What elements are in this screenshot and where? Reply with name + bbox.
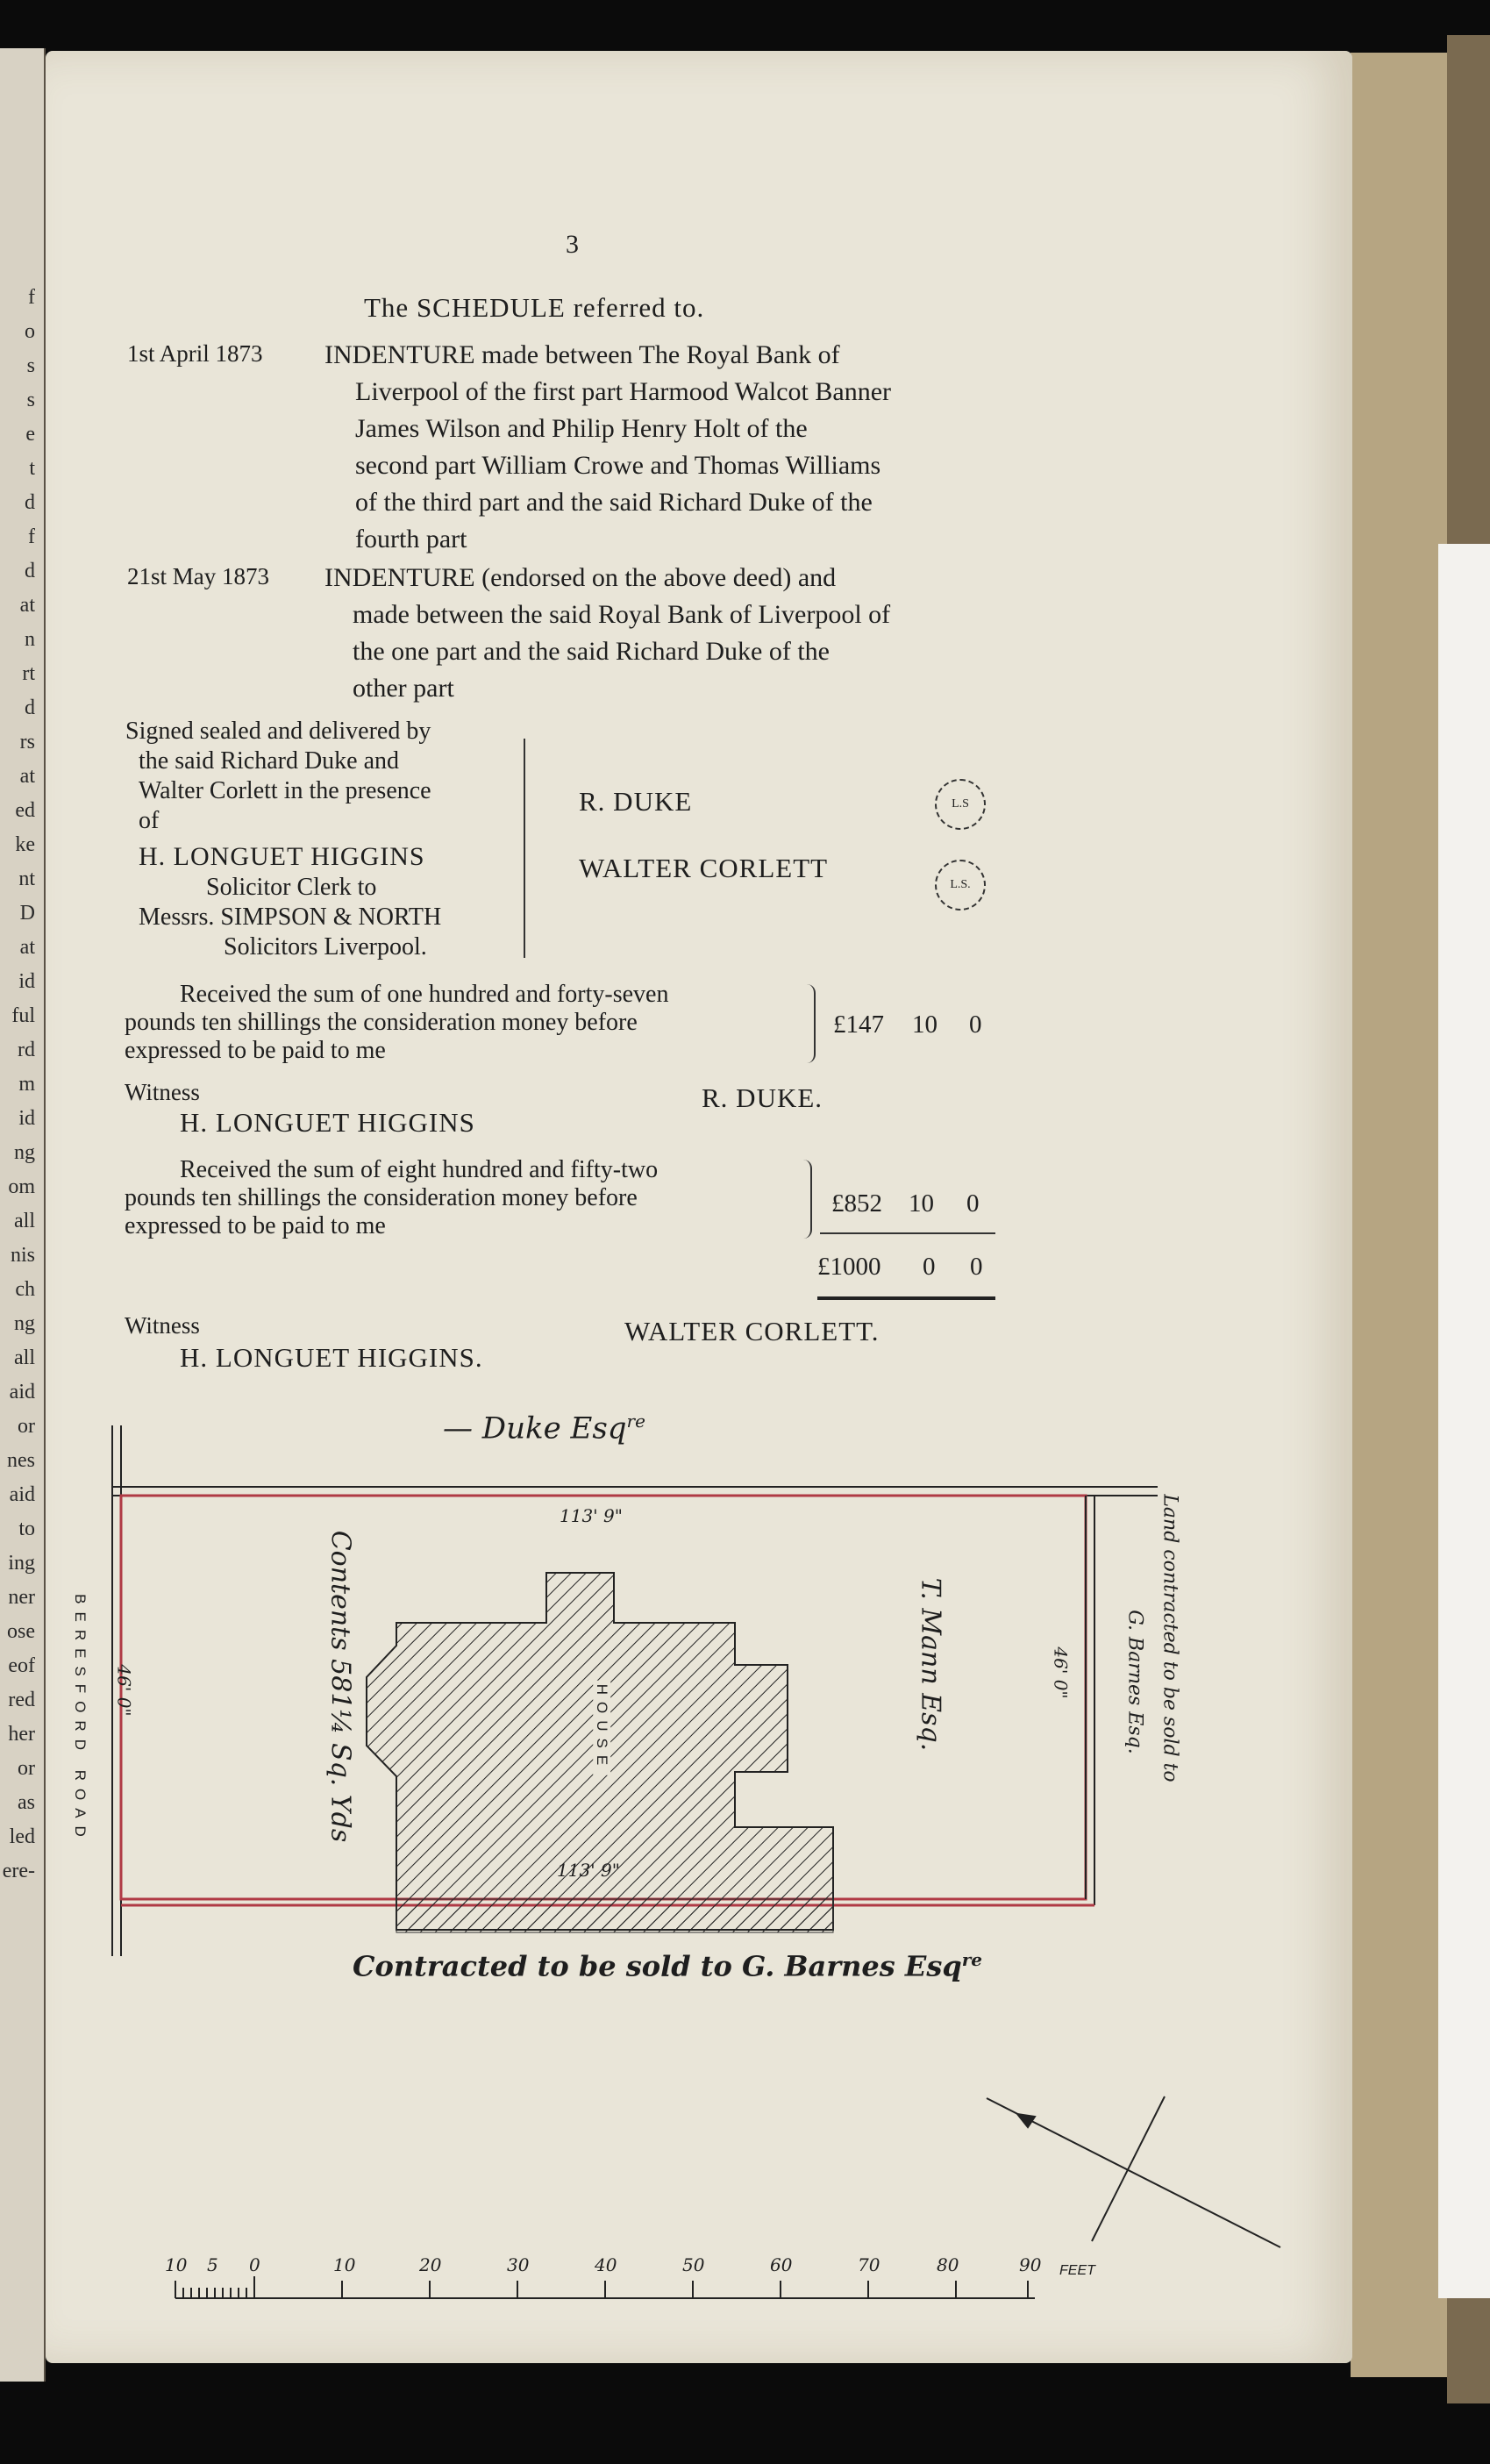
left-page-fragment: id [18,1107,35,1130]
scale-label: 60 [770,2254,793,2275]
left-page-fragment: eof [8,1654,35,1677]
left-page-fragment: at [19,936,35,959]
scale-label: 80 [937,2254,959,2275]
witness-name: H. LONGUET HIGGINS. [180,1342,483,1373]
signatory-corlett: WALTER CORLETT [579,853,829,883]
witness-name: H. LONGUET HIGGINS [139,842,425,871]
left-page-fragment: ere- [2,1860,35,1882]
entry-line: second part William Crowe and Thomas Williams [355,451,881,480]
left-page-fragment: ing [8,1552,35,1575]
signatory-duke: R. DUKE [579,786,693,817]
entry-line: of the third part and the said Richard Duke of the [355,488,873,517]
left-page-fragment: d [25,696,35,719]
scale-label: 30 [507,2254,530,2275]
left-page-fragment: f [28,525,35,548]
left-page-fragment: rd [18,1039,35,1061]
entry-line: James Wilson and Philip Henry Holt of the [355,414,808,443]
left-page-fragment: aid [9,1381,35,1403]
left-page-fragment: d [25,560,35,582]
witness-label: Witness [125,1079,200,1105]
left-page-fragment: ed [15,799,35,822]
entry-line: other part [353,674,454,703]
scale-bar [175,2276,1035,2298]
house-label: HOUSE [593,1681,610,1775]
scale-label: 5 [207,2254,218,2275]
left-page-fragment: to [18,1518,35,1540]
receipt-line: expressed to be paid to me [125,1037,386,1064]
schedule-title: The SCHEDULE referred to. [364,292,705,323]
left-page-fragment: her [8,1723,35,1746]
left-page-fragment: red [8,1689,35,1711]
amount-pence: 0 [966,1189,980,1218]
signatory-duke: R. DUKE. [702,1082,823,1113]
left-page-fragment: rt [22,662,35,685]
left-page-fragment: ng [14,1141,35,1164]
total-pounds: £1000 [817,1253,881,1281]
right-land-label-2: G. Barnes Esq. [1123,1610,1146,1754]
left-page-fragment: s [26,389,35,411]
plan-right-dimension: 46' 0" [1050,1646,1072,1699]
road-label: BERESFORD ROAD [71,1594,89,1845]
left-page-fragment: ful [11,1004,35,1027]
left-page-fragment: ch [15,1278,35,1301]
right-land-label: Land contracted to be sold to [1158,1494,1181,1782]
amount-pounds: £852 [831,1189,882,1218]
entry-date: 1st April 1873 [127,340,263,367]
left-page-fragment: aid [9,1483,35,1506]
left-page-fragment: m [18,1073,35,1096]
scale-label: 10 [165,2254,188,2275]
entry-line: Liverpool of the first part Harmood Walcot Banner [355,377,892,406]
amount-pence: 0 [969,1011,982,1039]
seal-ls: L.S. [935,860,986,911]
right-owner-label: T. Mann Esq. [915,1577,946,1752]
scale-label: 40 [595,2254,617,2275]
receipt-line: pounds ten shillings the consideration money before [125,1009,638,1036]
north-arrow [987,2096,1280,2247]
left-page-fragment: ner [8,1586,35,1609]
attestation-line: Solicitor Clerk to [206,874,377,901]
attestation-line: Solicitors Liverpool. [224,933,427,961]
left-page-fragment: o [25,320,35,343]
left-page-fragment: all [14,1210,35,1232]
left-page-fragment: id [18,970,35,993]
plan-top-owner: — Duke Esq$^{re}$ [443,1411,645,1446]
left-page-fragment: nis [10,1244,35,1267]
amount-shillings: 10 [909,1189,934,1218]
bottom-caption: Contracted to be sold to G. Barnes Esq$^{re}$ [353,1949,982,1983]
witness-label: Witness [125,1312,200,1339]
attestation-line: Messrs. SIMPSON & NORTH [139,903,442,931]
contents-label: Contents 581¼ Sq. Yds [324,1530,356,1843]
receipt-line: Received the sum of eight hundred and fifty-two [180,1156,659,1183]
left-page-fragment: as [18,1791,35,1814]
scale-label: 0 [249,2254,260,2275]
seal-ls: L.S [935,779,986,830]
left-page-fragment: nes [7,1449,35,1472]
left-page-fragment: rs [19,731,35,753]
left-page-fragment: or [18,1757,35,1780]
plan-bottom-dimension: 113' 9" [557,1860,620,1881]
scale-label: 20 [419,2254,442,2275]
left-page-fragment: t [29,457,35,480]
left-page-fragment: ke [15,833,35,856]
scale-label: 90 [1019,2254,1042,2275]
left-page-fragment: or [18,1415,35,1438]
amount-shillings: 10 [912,1011,937,1039]
plan-top-dimension: 113' 9" [560,1505,623,1526]
left-page-fragment: all [14,1346,35,1369]
front-strip [396,1899,833,1932]
scale-label: 70 [858,2254,880,2275]
entry-line: INDENTURE made between The Royal Bank of [324,340,840,369]
plan-left-dimension: 46' 0" [113,1664,135,1717]
entry-line: made between the said Royal Bank of Liverpool of [353,600,891,629]
receipt-line: Received the sum of one hundred and forty-seven [180,981,669,1008]
left-page-fragment: at [19,594,35,617]
receipt-line: pounds ten shillings the consideration money before [125,1184,638,1211]
left-page-fragment: om [8,1175,35,1198]
attestation-line: the said Richard Duke and [139,747,400,775]
total-shillings: 0 [923,1253,936,1281]
scale-label: 10 [333,2254,356,2275]
left-page-fragment: ose [7,1620,35,1643]
amount-pounds: £147 [833,1011,884,1039]
entry-line: INDENTURE (endorsed on the above deed) and [324,563,837,592]
entry-date: 21st May 1873 [127,563,269,589]
witness-name: H. LONGUET HIGGINS [180,1107,475,1138]
left-page-fragment: f [28,286,35,309]
left-page-fragment: ng [14,1312,35,1335]
total-pence: 0 [970,1253,983,1281]
entry-line: fourth part [355,525,467,554]
attestation-line: Signed sealed and delivered by [125,718,431,745]
signatory-corlett: WALTER CORLETT. [624,1316,880,1346]
receipt-line: expressed to be paid to me [125,1212,386,1239]
left-page-fragment: e [25,423,35,446]
entry-line: the one part and the said Richard Duke of the [353,637,830,666]
left-page-fragment: D [19,902,35,925]
left-page-fragment: at [19,765,35,788]
left-page-fragment: nt [18,868,35,890]
scale-unit: FEET [1059,2263,1095,2278]
attestation-line: Walter Corlett in the presence [139,777,431,804]
left-page-fragment: d [25,491,35,514]
scale-label: 50 [682,2254,705,2275]
left-page-fragment: s [26,354,35,377]
left-page-fragment: n [25,628,35,651]
left-page-fragment: led [9,1825,35,1848]
page-number: 3 [566,230,579,259]
attestation-line: of [139,807,160,834]
